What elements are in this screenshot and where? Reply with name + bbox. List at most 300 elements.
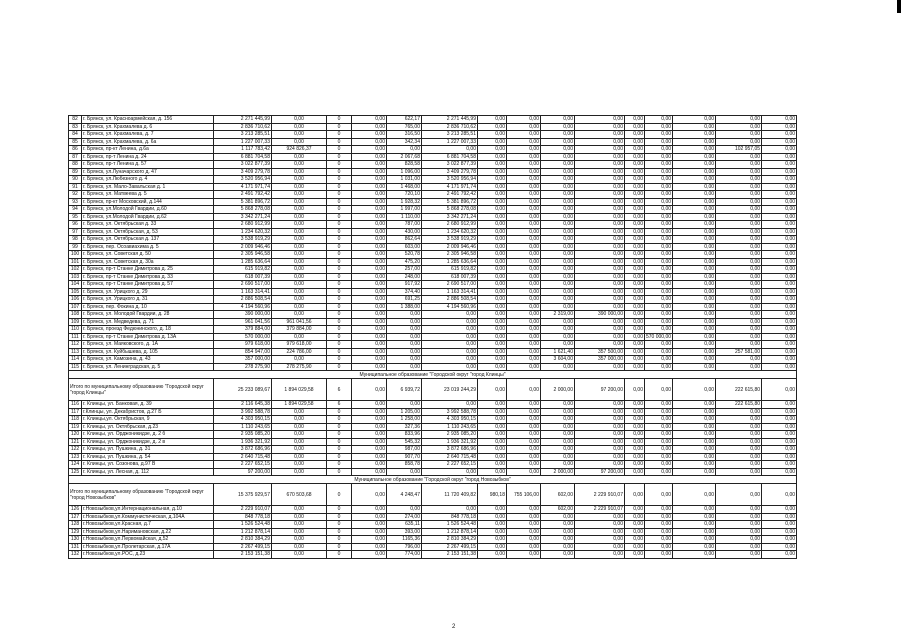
table-cell: г. Клинцы, ул. Банковая, д. 39 <box>82 401 214 409</box>
total-cell: 23 019 244,29 <box>422 379 478 401</box>
table-cell: 0,00 <box>507 131 541 139</box>
table-cell: 2 000,00 <box>541 468 575 476</box>
table-cell: 0,00 <box>673 431 716 439</box>
table-cell: 765,00 <box>387 123 422 131</box>
table-cell: 0,00 <box>673 296 716 304</box>
total-cell: 6 <box>327 379 352 401</box>
table-cell: 0,00 <box>478 228 507 236</box>
table-cell: 0,00 <box>716 176 762 184</box>
table-cell: 0,00 <box>352 341 387 349</box>
table-cell: 0,00 <box>645 408 673 416</box>
table-cell: 2 836 710,62 <box>422 123 478 131</box>
table-cell: 0,00 <box>352 401 387 409</box>
table-cell: 0,00 <box>673 236 716 244</box>
table-cell: 0,00 <box>478 333 507 341</box>
table-cell: 0,00 <box>507 251 541 259</box>
table-row <box>69 266 797 274</box>
total-cell: 6 939,72 <box>387 379 422 401</box>
table-cell: 0,00 <box>716 258 762 266</box>
table-cell: 2 491 792,42 <box>214 191 272 199</box>
table-cell: 0,00 <box>625 161 645 169</box>
table-cell: 0,00 <box>645 243 673 251</box>
table-cell: 0,00 <box>625 401 645 409</box>
table-cell: 0,00 <box>716 536 762 544</box>
table-cell: 0,00 <box>716 206 762 214</box>
table-cell: 0,00 <box>507 258 541 266</box>
table-cell: 0 <box>327 528 352 536</box>
table-cell: 0,00 <box>507 528 541 536</box>
table-cell: 0,00 <box>507 176 541 184</box>
table-cell: 84 <box>69 131 82 139</box>
table-cell: 0,00 <box>575 341 625 349</box>
table-row <box>69 288 797 296</box>
table-cell: 0,00 <box>575 236 625 244</box>
table-cell: 0,00 <box>762 513 797 521</box>
table-row <box>69 153 797 161</box>
table-cell: 0,00 <box>352 543 387 551</box>
table-cell: 1 526 524,48 <box>214 521 272 529</box>
table-cell: 0,00 <box>478 543 507 551</box>
table-cell: 0 <box>327 446 352 454</box>
total-cell: 2 229 910,07 <box>575 484 625 506</box>
table-cell: 0,00 <box>507 116 541 124</box>
table-cell: 0,00 <box>575 318 625 326</box>
table-cell: 0,00 <box>478 461 507 469</box>
table-cell: 0,00 <box>478 206 507 214</box>
table-cell: 0,00 <box>625 506 645 514</box>
table-cell: 0,00 <box>507 236 541 244</box>
table-cell: 0,00 <box>673 461 716 469</box>
table-cell: 0,00 <box>507 191 541 199</box>
table-cell: 1 468,00 <box>387 183 422 191</box>
table-cell: 390 000,00 <box>214 311 272 319</box>
table-cell: г.Клинцы, ул. Декабристов, д.27 Б <box>82 408 214 416</box>
table-cell: 0,00 <box>507 348 541 356</box>
table-cell: 0,00 <box>716 528 762 536</box>
table-cell: 0,00 <box>478 401 507 409</box>
table-cell: 0,00 <box>645 543 673 551</box>
table-cell: 774,00 <box>387 551 422 559</box>
table-cell: 0,00 <box>478 221 507 229</box>
table-cell: 0,00 <box>507 446 541 454</box>
table-cell: г. Клинцы, ул. Лесная, д. 112 <box>82 468 214 476</box>
table-cell: 0,00 <box>478 288 507 296</box>
table-cell: 4 194 560,96 <box>422 303 478 311</box>
table-cell: 0 <box>327 521 352 529</box>
table-cell: 0,00 <box>625 536 645 544</box>
table-row <box>69 221 797 229</box>
table-cell: 0,00 <box>478 153 507 161</box>
table-cell: 0,00 <box>625 266 645 274</box>
table-cell: 0,00 <box>625 228 645 236</box>
table-cell: 0,00 <box>352 318 387 326</box>
table-cell: 0,00 <box>272 273 327 281</box>
table-cell: 0,00 <box>673 221 716 229</box>
table-cell: 0,00 <box>478 468 507 476</box>
table-cell: 0,00 <box>507 288 541 296</box>
table-cell: 0,00 <box>673 266 716 274</box>
table-cell: 3 213 285,51 <box>422 131 478 139</box>
table-cell: 0,00 <box>673 161 716 169</box>
table-cell: 618 007,39 <box>422 273 478 281</box>
table-cell: 0,00 <box>478 408 507 416</box>
section-title: Муниципальное образование "Городской округ "город Новозыбков" <box>69 476 797 484</box>
section-title: Муниципальное образование "Городской округ "город Клинцы" <box>69 371 797 379</box>
table-cell: 520,78 <box>387 251 422 259</box>
table-row <box>69 416 797 424</box>
table-cell: 4 171 971,74 <box>422 183 478 191</box>
table-cell: 0,00 <box>575 296 625 304</box>
table-cell: 0,00 <box>272 521 327 529</box>
table-cell: 0,00 <box>272 251 327 259</box>
table-cell: 0,00 <box>575 123 625 131</box>
table-cell: 0,00 <box>673 153 716 161</box>
table-row <box>69 303 797 311</box>
klintsy-rows <box>69 401 797 476</box>
table-cell: 0,00 <box>762 506 797 514</box>
table-row <box>69 236 797 244</box>
table-cell: 0,00 <box>387 356 422 364</box>
table-cell: г. Брянск, ул. Камозина, д. 43 <box>82 356 214 364</box>
table-cell: 0,00 <box>762 288 797 296</box>
table-cell: 3 872 686,96 <box>422 446 478 454</box>
table-cell: 0,00 <box>673 258 716 266</box>
table-cell: 0,00 <box>272 183 327 191</box>
table-cell: 0,00 <box>762 521 797 529</box>
table-cell: 5 381 896,72 <box>422 198 478 206</box>
table-cell: 0,00 <box>625 446 645 454</box>
table-cell: 0 <box>327 513 352 521</box>
novozybkov-section <box>69 476 797 506</box>
table-cell: 0 <box>327 506 352 514</box>
table-cell: 0,00 <box>575 363 625 371</box>
table-row <box>69 348 797 356</box>
table-cell: 0,00 <box>507 513 541 521</box>
table-row <box>69 131 797 139</box>
table-cell: 0,00 <box>673 251 716 259</box>
table-cell: 91 <box>69 183 82 191</box>
table-cell: 0,00 <box>387 318 422 326</box>
table-cell: г. Клинцы, ул. Пушкина, д. 54 <box>82 453 214 461</box>
table-cell: г. Брянск, ул. Мало-Завальская д. 1 <box>82 183 214 191</box>
table-cell: 0 <box>327 116 352 124</box>
table-cell: 0,00 <box>716 198 762 206</box>
table-cell: 961 041,56 <box>272 318 327 326</box>
table-cell: 0 <box>327 453 352 461</box>
table-cell: 0,00 <box>507 453 541 461</box>
table-cell: 0,00 <box>352 288 387 296</box>
table-cell: 0,00 <box>762 318 797 326</box>
table-cell: 0,00 <box>507 206 541 214</box>
table-cell: 0,00 <box>645 228 673 236</box>
table-cell: 2 271 445,99 <box>214 116 272 124</box>
table-cell: 0 <box>327 266 352 274</box>
table-cell: 0,00 <box>625 543 645 551</box>
table-cell: 0,00 <box>673 453 716 461</box>
table-cell: 0,00 <box>422 146 478 154</box>
table-cell: г. Клинцы,ул. Октябрьская, 9 <box>82 416 214 424</box>
table-cell: 0,00 <box>507 281 541 289</box>
table-cell: 3 538 919,29 <box>214 236 272 244</box>
table-row <box>69 521 797 529</box>
table-cell: 0,00 <box>272 221 327 229</box>
table-cell: 106 <box>69 296 82 304</box>
table-cell: 0,00 <box>625 198 645 206</box>
table-cell: 0,00 <box>352 168 387 176</box>
table-cell: 316,50 <box>387 131 422 139</box>
table-cell: 0,00 <box>673 528 716 536</box>
page-number: 2 <box>452 624 456 630</box>
table-cell: 0,00 <box>541 176 575 184</box>
table-cell: г.Новозыбков,ул.РОС, д.23 <box>82 551 214 559</box>
table-cell: 97 200,00 <box>214 468 272 476</box>
table-cell: 2 690 517,00 <box>214 281 272 289</box>
table-cell: 0,00 <box>575 528 625 536</box>
table-cell: 0,00 <box>716 318 762 326</box>
table-cell: 111 <box>69 333 82 341</box>
table-cell: 1 212 878,14 <box>214 528 272 536</box>
table-cell: 0,00 <box>575 198 625 206</box>
table-cell: 0,00 <box>352 228 387 236</box>
table-cell: 0,00 <box>352 273 387 281</box>
table-cell: 0,00 <box>272 528 327 536</box>
table-row <box>69 146 797 154</box>
table-cell: 104 <box>69 281 82 289</box>
table-cell: 0,00 <box>352 123 387 131</box>
table-cell: 0,00 <box>762 326 797 334</box>
table-cell: 0,00 <box>352 153 387 161</box>
table-cell: 0 <box>327 416 352 424</box>
table-cell: 0,00 <box>716 131 762 139</box>
table-cell: 0,00 <box>478 363 507 371</box>
table-cell: 0,00 <box>762 116 797 124</box>
table-cell: 0,00 <box>478 318 507 326</box>
total-cell: 0,00 <box>762 484 797 506</box>
table-cell: 0,00 <box>541 191 575 199</box>
table-cell: 0,00 <box>478 296 507 304</box>
table-cell: 0,00 <box>507 431 541 439</box>
table-row <box>69 213 797 221</box>
table-cell: 0,00 <box>716 236 762 244</box>
table-cell: 0,00 <box>625 333 645 341</box>
table-cell: 0,00 <box>352 326 387 334</box>
table-cell: 0,00 <box>762 221 797 229</box>
table-cell: 0,00 <box>625 348 645 356</box>
table-cell: 87 <box>69 153 82 161</box>
table-cell: 0,00 <box>478 258 507 266</box>
table-cell: 0,00 <box>541 453 575 461</box>
table-cell: 0 <box>327 438 352 446</box>
total-row-novozybkov <box>69 484 797 506</box>
table-cell: 342,34 <box>387 138 422 146</box>
table-cell: 0,00 <box>352 333 387 341</box>
table-cell: 0,00 <box>673 281 716 289</box>
table-cell: 0,00 <box>352 423 387 431</box>
table-cell: 0,00 <box>478 341 507 349</box>
table-row <box>69 356 797 364</box>
table-cell: 0,00 <box>762 243 797 251</box>
table-cell: 0,00 <box>645 273 673 281</box>
table-cell: 0,00 <box>575 551 625 559</box>
table-cell: 979 618,00 <box>214 341 272 349</box>
table-cell: 924 826,37 <box>272 146 327 154</box>
table-cell: 0,00 <box>541 213 575 221</box>
table-cell: 83 <box>69 123 82 131</box>
table-cell: 96 <box>69 221 82 229</box>
total-cell: 0,00 <box>478 379 507 401</box>
table-cell: 0,00 <box>625 468 645 476</box>
table-cell: 0,00 <box>478 348 507 356</box>
table-cell: 615 919,82 <box>422 266 478 274</box>
table-row <box>69 333 797 341</box>
table-cell: 0,00 <box>762 258 797 266</box>
table-cell: 0,00 <box>716 228 762 236</box>
table-cell: 120 <box>69 431 82 439</box>
table-row <box>69 536 797 544</box>
table-cell: 0,00 <box>625 176 645 184</box>
table-cell: 0,00 <box>645 198 673 206</box>
table-cell: 0,00 <box>625 236 645 244</box>
table-cell: 0,00 <box>762 461 797 469</box>
total-cell: 2 000,00 <box>541 379 575 401</box>
table-cell: 0,00 <box>575 228 625 236</box>
table-row <box>69 446 797 454</box>
table-cell: г.Новозыбков,ул.Пролетарская, д.17А <box>82 543 214 551</box>
total-cell: 0,00 <box>352 379 387 401</box>
table-cell: 0,00 <box>716 213 762 221</box>
table-cell: 0,00 <box>716 506 762 514</box>
table-cell: 0,00 <box>507 183 541 191</box>
table-cell: 0,00 <box>673 536 716 544</box>
table-cell: 0,00 <box>541 408 575 416</box>
table-cell: 0,00 <box>478 123 507 131</box>
klintsy-section <box>69 371 797 401</box>
table-cell: 570 000,00 <box>646 333 672 340</box>
table-cell: г. Брянск, проезд Федюнинского, д. 18 <box>82 326 214 334</box>
table-cell: 0,00 <box>507 461 541 469</box>
table-cell: 0,00 <box>507 356 541 364</box>
table-cell: 0,00 <box>625 183 645 191</box>
total-cell: 0,00 <box>645 484 673 506</box>
table-cell: 0,00 <box>762 363 797 371</box>
table-cell: 0,00 <box>387 506 422 514</box>
table-cell: 0,00 <box>716 168 762 176</box>
table-cell: 0 <box>327 461 352 469</box>
table-cell: 0,00 <box>625 408 645 416</box>
table-cell: 0 <box>327 183 352 191</box>
table-cell: 1 894 029,58 <box>272 401 327 409</box>
table-cell: 854 947,00 <box>214 348 272 356</box>
table-cell: 0 <box>327 213 352 221</box>
table-cell: 0,00 <box>272 168 327 176</box>
table-cell: 2 267 499,15 <box>214 543 272 551</box>
table-cell: 0,00 <box>507 521 541 529</box>
table-cell: 0,00 <box>762 123 797 131</box>
table-cell: 0,00 <box>507 333 541 341</box>
table-cell: 0 <box>327 408 352 416</box>
table-cell: 0,00 <box>575 453 625 461</box>
table-cell: г. Брянск, ул. Октябрьская, д. 53 <box>82 228 214 236</box>
table-cell: 97 200,00 <box>575 468 625 476</box>
table-cell: 0,00 <box>575 543 625 551</box>
table-cell: г. Брянск, ул.Молодой Гвардии, д.60 <box>82 206 214 214</box>
table-cell: 0,00 <box>575 281 625 289</box>
table-cell: 0 <box>327 333 352 341</box>
table-row <box>69 206 797 214</box>
table-cell: 0,00 <box>762 146 797 154</box>
table-cell: 0,00 <box>575 153 625 161</box>
table-cell: 0,00 <box>541 363 575 371</box>
table-cell: 1 258,00 <box>387 416 422 424</box>
table-cell: 3 520 956,94 <box>422 176 478 184</box>
table-cell: 0,00 <box>625 138 645 146</box>
table-cell: 0,00 <box>575 333 625 341</box>
table-cell: 0,00 <box>645 296 673 304</box>
table-cell: 0,00 <box>762 281 797 289</box>
table-cell: 0,00 <box>645 453 673 461</box>
table-cell: 0 <box>327 138 352 146</box>
table-cell: 0,00 <box>625 551 645 559</box>
table-cell: 0,00 <box>272 506 327 514</box>
table-cell: 0,00 <box>645 318 673 326</box>
table-cell: 0,00 <box>478 506 507 514</box>
table-cell: 0,00 <box>673 206 716 214</box>
table-cell: 0,00 <box>352 243 387 251</box>
table-cell: 2 267 499,15 <box>422 543 478 551</box>
table-cell: г. Брянск, пр-кт Московский, д.144 <box>82 198 214 206</box>
table-cell: 0,00 <box>272 468 327 476</box>
table-cell: 0,00 <box>507 153 541 161</box>
table-cell: 0,00 <box>575 183 625 191</box>
table-cell: 0,00 <box>645 191 673 199</box>
table-cell: 2 836 710,62 <box>214 123 272 131</box>
table-cell: 0 <box>327 318 352 326</box>
table-cell: 0,00 <box>478 551 507 559</box>
table-row <box>69 401 797 409</box>
table-cell: 0,00 <box>272 311 327 319</box>
table-cell: 0,00 <box>541 303 575 311</box>
table-cell: 0,00 <box>272 131 327 139</box>
table-cell: 0,00 <box>507 423 541 431</box>
table-cell: 430,00 <box>387 228 422 236</box>
table-cell: 720,10 <box>387 191 422 199</box>
table-cell: 0 <box>327 176 352 184</box>
table-cell: 102 <box>69 266 82 274</box>
table-cell: 0,00 <box>541 273 575 281</box>
table-cell: г. Брянск, пр-т Ленина д. 57 <box>82 161 214 169</box>
table-cell: 129 <box>69 528 82 536</box>
table-cell: 0,00 <box>645 116 673 124</box>
table-cell: 0,00 <box>272 258 327 266</box>
table-cell: 274,00 <box>387 513 422 521</box>
total-cell: 0,00 <box>673 379 716 401</box>
table-cell: 0,00 <box>645 438 673 446</box>
table-cell: 0,00 <box>272 543 327 551</box>
table-cell: 0,00 <box>716 423 762 431</box>
table-cell: 86 <box>69 146 82 154</box>
table-cell: 103 <box>69 273 82 281</box>
table-cell: г. Брянск, пр-т Станке Димитрова д. 33 <box>82 273 214 281</box>
table-cell: 0,00 <box>272 513 327 521</box>
table-cell: 2 690 517,00 <box>422 281 478 289</box>
table-row <box>69 431 797 439</box>
table-cell: 97 <box>69 228 82 236</box>
table-cell: 0 <box>327 288 352 296</box>
total-cell: 670 503,68 <box>272 484 327 506</box>
table-cell: 0 <box>327 281 352 289</box>
table-cell: 0,00 <box>541 221 575 229</box>
table-cell: 0,00 <box>507 318 541 326</box>
